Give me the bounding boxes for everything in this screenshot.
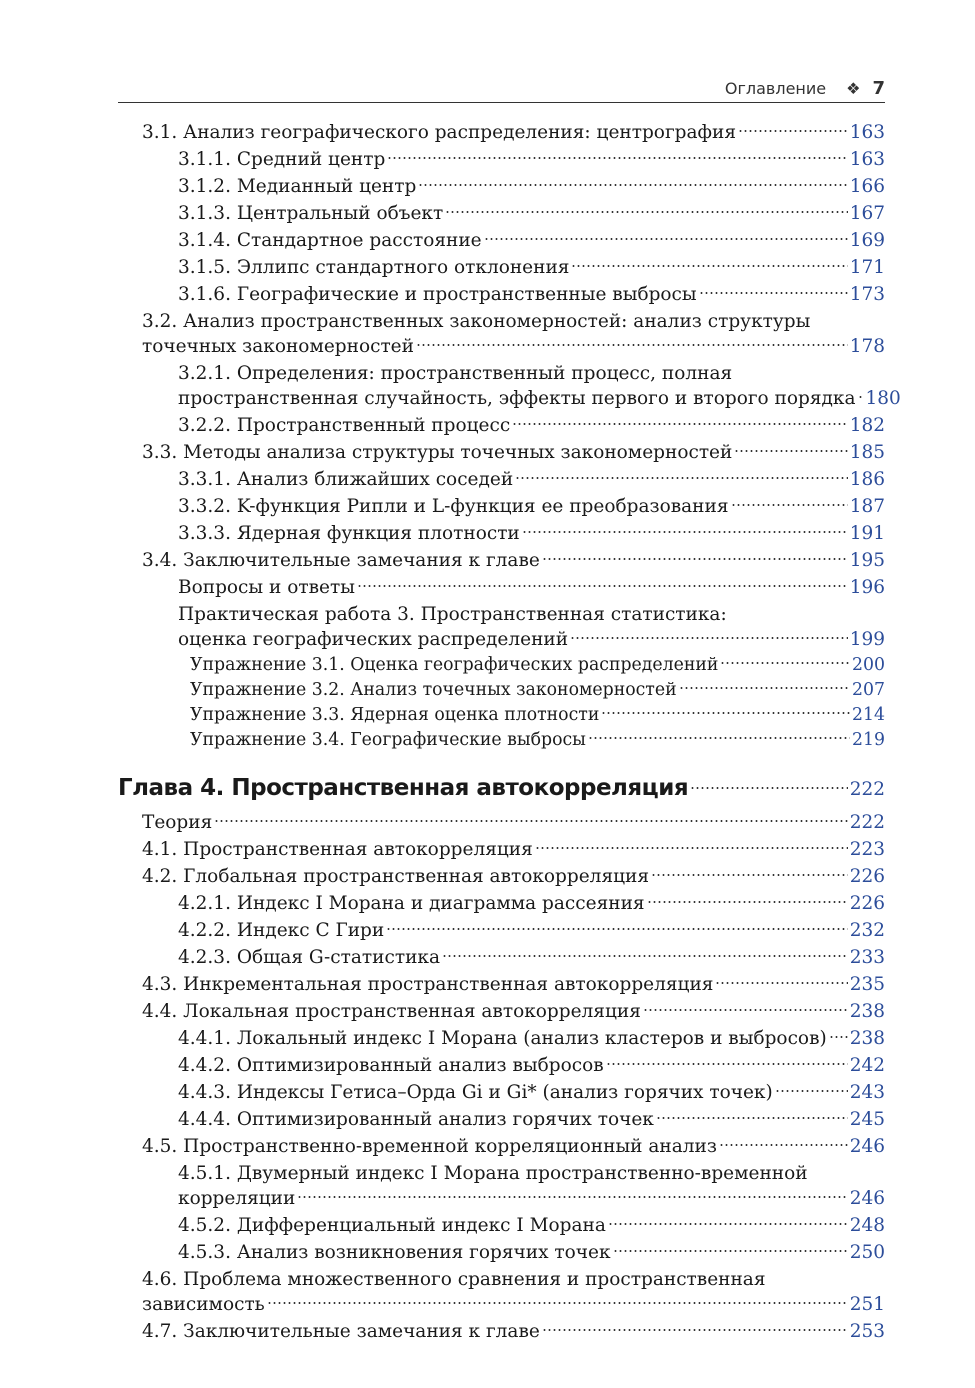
dot-leader xyxy=(416,342,848,348)
toc-page-number[interactable]: 186 xyxy=(849,469,885,490)
toc-page-number[interactable]: 207 xyxy=(852,680,885,700)
toc-page-number[interactable]: 195 xyxy=(849,550,885,571)
toc-entry-title: 4.4.3. Индексы Гетиса–Орда Gi и Gi* (анализ горячих точек) xyxy=(178,1082,773,1103)
dot-leader xyxy=(858,394,864,400)
dot-leader xyxy=(613,1248,848,1254)
toc-entry-title-line: 3.2.1. Определения: пространственный процесс, полная xyxy=(178,363,733,384)
dot-leader xyxy=(651,872,848,878)
dot-leader xyxy=(570,635,848,641)
toc-page-number[interactable]: 180 xyxy=(865,388,901,409)
dot-leader xyxy=(699,290,848,296)
toc-page-number[interactable]: 214 xyxy=(852,705,885,725)
toc-entry-title: 4.1. Пространственная автокорреляция xyxy=(142,839,533,860)
toc-entry-title: 4.3. Инкрементальная пространственная автокорреляция xyxy=(142,974,714,995)
toc-entry[interactable] xyxy=(190,729,885,752)
toc-entry-title: 3.2.2. Пространственный процесс xyxy=(178,415,511,436)
toc-page-number[interactable]: 222 xyxy=(849,812,885,833)
toc-entry-title: Теория xyxy=(142,812,213,833)
dot-leader xyxy=(775,1088,848,1094)
dot-leader xyxy=(734,448,847,454)
dot-leader xyxy=(214,818,847,824)
toc-entry[interactable] xyxy=(178,1026,885,1051)
toc-page-number[interactable]: 251 xyxy=(849,1294,885,1315)
toc-entry-title: Упражнение 3.4. Географические выбросы xyxy=(190,730,586,750)
toc-entry[interactable] xyxy=(178,575,885,600)
dot-leader xyxy=(484,236,848,242)
toc-entry-title: 4.4.4. Оптимизированный анализ горячих точек xyxy=(178,1109,654,1130)
dot-leader xyxy=(515,475,848,481)
toc-entry[interactable] xyxy=(178,174,885,199)
toc-entry-title: 3.1.1. Средний центр xyxy=(178,149,386,170)
toc-entry-title: оценка географических распределений xyxy=(178,629,569,650)
dot-leader xyxy=(267,1300,848,1306)
dot-leader xyxy=(386,926,847,932)
dot-leader xyxy=(542,1327,848,1333)
toc-entry-title: Глава 4. Пространственная автокорреляция xyxy=(118,775,689,801)
toc-entry-title: 4.2.2. Индекс C Гири xyxy=(178,920,385,941)
dot-leader xyxy=(297,1194,847,1200)
header-section-title: Оглавление xyxy=(724,79,827,98)
dot-leader xyxy=(738,128,848,134)
toc-entry[interactable] xyxy=(178,361,901,411)
toc-page-number[interactable]: 167 xyxy=(849,203,885,224)
toc-entry-title: 4.4.2. Оптимизированный анализ выбросов xyxy=(178,1055,604,1076)
toc-entry[interactable] xyxy=(178,1161,885,1211)
toc-entry[interactable] xyxy=(178,228,885,253)
toc-entry-title: 3.1. Анализ географического распределения: центрография xyxy=(142,122,736,143)
toc-entry[interactable] xyxy=(142,999,885,1024)
toc-entry[interactable] xyxy=(142,864,885,889)
toc-entry-title: 3.1.3. Центральный объект xyxy=(178,203,444,224)
toc-entry[interactable] xyxy=(178,1080,885,1105)
toc-page-number[interactable]: 173 xyxy=(849,284,885,305)
toc-page-number[interactable]: 222 xyxy=(849,779,885,800)
toc-entry-title: 4.5.2. Дифференциальный индекс I Морана xyxy=(178,1215,606,1236)
toc-page-number[interactable]: 171 xyxy=(849,257,885,278)
dot-leader xyxy=(535,845,848,851)
running-header xyxy=(118,74,885,103)
dot-leader xyxy=(418,182,847,188)
toc-entry[interactable] xyxy=(178,201,885,226)
toc-page-number[interactable]: 238 xyxy=(849,1028,885,1049)
toc-page-number[interactable]: 243 xyxy=(849,1082,885,1103)
toc-entry-title: 4.4. Локальная пространственная автокорреляция xyxy=(142,1001,641,1022)
toc-entry-title: 4.2.3. Общая G-статистика xyxy=(178,947,440,968)
dot-leader xyxy=(690,785,848,791)
toc-entry-title: 3.1.5. Эллипс стандартного отклонения xyxy=(178,257,570,278)
toc-entry[interactable] xyxy=(178,255,885,280)
toc-entry-title: 3.1.6. Географические и пространственные выбросы xyxy=(178,284,697,305)
toc-entry[interactable] xyxy=(178,494,885,519)
toc-entry[interactable] xyxy=(190,679,885,702)
toc-entry-title: точечных закономерностей xyxy=(142,336,414,357)
toc-entry[interactable] xyxy=(190,654,885,677)
toc-entry[interactable] xyxy=(178,602,885,652)
toc-entry-title: 3.3.3. Ядерная функция плотности xyxy=(178,523,520,544)
toc-entry-title: 3.1.2. Медианный центр xyxy=(178,176,417,197)
toc-page-number[interactable]: 238 xyxy=(849,1001,885,1022)
toc-page-number[interactable]: 233 xyxy=(849,947,885,968)
dot-leader xyxy=(588,735,850,741)
toc-entry-title-line: Практическая работа 3. Пространственная статистика: xyxy=(178,604,727,625)
toc-entry-title-line: 4.6. Проблема множественного сравнения и пространственная xyxy=(142,1269,766,1290)
toc-page-number[interactable]: 182 xyxy=(849,415,885,436)
dot-leader xyxy=(542,556,848,562)
toc-entry-title-line: 3.2. Анализ пространственных закономерностей: анализ структуры xyxy=(142,311,811,332)
toc-entry-title-line: 4.5.1. Двумерный индекс I Морана пространственно-временной xyxy=(178,1163,808,1184)
dot-leader xyxy=(445,209,847,215)
dot-leader xyxy=(608,1221,848,1227)
toc-page-number[interactable]: 232 xyxy=(849,920,885,941)
dot-leader xyxy=(656,1115,848,1121)
dot-leader xyxy=(522,529,848,535)
toc-page-number[interactable]: 187 xyxy=(849,496,885,517)
toc-entry[interactable] xyxy=(178,282,885,307)
toc-page-number[interactable]: 226 xyxy=(849,893,885,914)
dot-leader xyxy=(731,502,848,508)
toc-entry-title: пространственная случайность, эффекты первого и второго порядка xyxy=(178,388,856,409)
toc-page-number[interactable]: 246 xyxy=(849,1136,885,1157)
toc-entry-title: 4.5.3. Анализ возникновения горячих точек xyxy=(178,1242,611,1263)
toc-page-number[interactable]: 219 xyxy=(852,730,885,750)
dot-leader xyxy=(442,953,848,959)
toc-entry[interactable] xyxy=(178,1213,885,1238)
toc-entry-title: зависимость xyxy=(142,1294,265,1315)
dot-leader xyxy=(719,1142,848,1148)
dot-leader xyxy=(829,1034,848,1040)
toc-page-number[interactable]: 163 xyxy=(849,122,885,143)
toc-page-number[interactable]: 248 xyxy=(849,1215,885,1236)
toc-entry[interactable] xyxy=(178,945,885,970)
toc-page-number[interactable]: 245 xyxy=(849,1109,885,1130)
toc-entry[interactable] xyxy=(178,891,885,916)
table-of-contents xyxy=(0,120,975,1346)
toc-page-number[interactable]: 169 xyxy=(849,230,885,251)
toc-page-number[interactable]: 163 xyxy=(849,149,885,170)
toc-entry[interactable] xyxy=(142,440,885,465)
toc-entry[interactable] xyxy=(142,1134,885,1159)
toc-chapter-entry[interactable] xyxy=(118,772,885,806)
toc-entry-title: Вопросы и ответы xyxy=(178,577,355,598)
toc-entry[interactable] xyxy=(178,521,885,546)
header-page-number: 7 xyxy=(872,78,885,99)
dot-leader xyxy=(601,710,850,716)
dot-leader xyxy=(643,1007,848,1013)
toc-entry[interactable] xyxy=(142,1267,885,1317)
toc-entry-title: Упражнение 3.2. Анализ точечных закономерностей xyxy=(190,680,677,700)
toc-entry-title: Упражнение 3.1. Оценка географических распределений xyxy=(190,655,719,675)
dot-leader xyxy=(606,1061,848,1067)
toc-entry-title: 3.3.1. Анализ ближайших соседей xyxy=(178,469,514,490)
dot-leader xyxy=(715,980,847,986)
toc-entry[interactable] xyxy=(178,918,885,943)
toc-entry-title: 4.4.1. Локальный индекс I Морана (анализ кластеров и выбросов) xyxy=(178,1028,827,1049)
toc-page-number[interactable]: 166 xyxy=(849,176,885,197)
toc-entry[interactable] xyxy=(178,1107,885,1132)
dot-leader xyxy=(512,421,848,427)
toc-page-number[interactable]: 196 xyxy=(849,577,885,598)
toc-entry-title: 4.5. Пространственно-временной корреляционный анализ xyxy=(142,1136,717,1157)
toc-entry-title: Упражнение 3.3. Ядерная оценка плотности xyxy=(190,705,600,725)
toc-entry[interactable] xyxy=(142,120,885,145)
toc-entry[interactable] xyxy=(142,309,885,359)
toc-entry-title: 4.7. Заключительные замечания к главе xyxy=(142,1321,540,1342)
toc-page-number[interactable]: 235 xyxy=(849,974,885,995)
dot-leader xyxy=(647,899,848,905)
toc-entry[interactable] xyxy=(142,837,885,862)
toc-page-number[interactable]: 200 xyxy=(852,655,885,675)
toc-entry[interactable] xyxy=(178,1053,885,1078)
toc-entry[interactable] xyxy=(178,1240,885,1265)
ornament-icon: ❖ xyxy=(846,79,861,98)
toc-page-number[interactable]: 250 xyxy=(849,1242,885,1263)
toc-entry[interactable] xyxy=(178,413,885,438)
dot-leader xyxy=(387,155,847,161)
toc-entry-title: 3.4. Заключительные замечания к главе xyxy=(142,550,540,571)
toc-entry-title: 3.3. Методы анализа структуры точечных закономерностей xyxy=(142,442,733,463)
dot-leader xyxy=(720,660,850,666)
toc-page-number[interactable]: 178 xyxy=(849,336,885,357)
toc-entry-title: 3.3.2. K-функция Рипли и L-функция ее преобразования xyxy=(178,496,729,517)
toc-entry-title: корреляции xyxy=(178,1188,296,1209)
toc-entry[interactable] xyxy=(178,467,885,492)
toc-entry[interactable] xyxy=(178,147,885,172)
dot-leader xyxy=(679,685,850,691)
toc-page-number[interactable]: 191 xyxy=(849,523,885,544)
toc-page-number[interactable]: 226 xyxy=(849,866,885,887)
toc-entry[interactable] xyxy=(142,810,885,835)
toc-page-number[interactable]: 185 xyxy=(849,442,885,463)
toc-entry[interactable] xyxy=(142,548,885,573)
toc-entry[interactable] xyxy=(190,704,885,727)
dot-leader xyxy=(571,263,847,269)
toc-page-number[interactable]: 223 xyxy=(849,839,885,860)
dot-leader xyxy=(357,583,848,589)
toc-entry-title: 4.2.1. Индекс I Морана и диаграмма рассеяния xyxy=(178,893,645,914)
toc-page-number[interactable]: 246 xyxy=(849,1188,885,1209)
toc-entry-title: 4.2. Глобальная пространственная автокорреляция xyxy=(142,866,650,887)
toc-entry[interactable] xyxy=(142,1319,885,1344)
toc-page-number[interactable]: 199 xyxy=(849,629,885,650)
toc-page-number[interactable]: 242 xyxy=(849,1055,885,1076)
toc-entry-title: 3.1.4. Стандартное расстояние xyxy=(178,230,482,251)
toc-entry[interactable] xyxy=(142,972,885,997)
toc-page-number[interactable]: 253 xyxy=(849,1321,885,1342)
